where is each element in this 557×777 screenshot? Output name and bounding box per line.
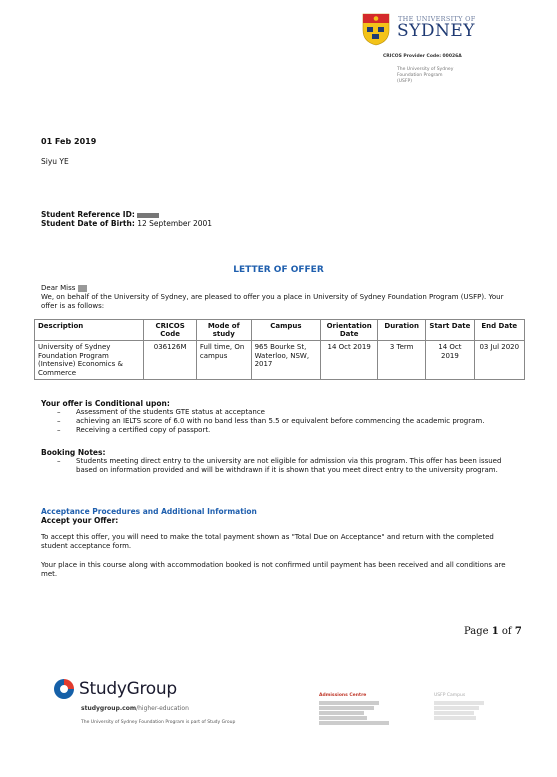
student-reference (41, 210, 159, 219)
booking-notes-list (57, 457, 522, 475)
header-address (397, 67, 477, 85)
acceptance-heading: Acceptance Procedures and Additional Information (41, 507, 257, 516)
column-header: Duration (378, 320, 426, 341)
list-item: – Receiving a certified copy of passport. (57, 426, 522, 435)
column-header: Description (35, 320, 144, 341)
university-name-small: THE UNIVERSITY OF (398, 15, 476, 23)
column-header: Start Date (426, 320, 474, 341)
conditions-list (57, 408, 522, 435)
student-dob (41, 219, 212, 228)
university-name: SYDNEY (397, 21, 476, 41)
url-path: /higher-education (136, 705, 189, 712)
address-line: Foundation Program (397, 73, 443, 78)
page-label: Page (464, 626, 492, 637)
table-row (35, 341, 525, 380)
column-header: Orientation Date (321, 320, 378, 341)
column-header: Mode of study (196, 320, 251, 341)
salutation-text: Dear Miss (41, 284, 76, 292)
confirmation-paragraph: Your place in this course along with accommodation booked is not confirmed until payment has been received and all conditions are met. (41, 561, 506, 578)
address-line: (USFP) (397, 79, 412, 84)
letter-title: LETTER OF OFFER (233, 265, 324, 275)
list-item: – Students meeting direct entry to the university are not eligible for admission via this program. This offer has been issued based on information provided and will be withdrawn if it is shown that you meet direct entry to the university program. (57, 457, 522, 475)
url-domain: studygroup.com (81, 705, 137, 712)
booking-notes-heading: Booking Notes: (41, 448, 106, 457)
table-cell: Full time, On campus (196, 341, 251, 380)
redacted-name (78, 285, 87, 292)
intro-paragraph: We, on behalf of the University of Sydney, are pleased to offer you a place in University of Sydney Foundation Program (USFP). Your offer is as follows: (41, 293, 504, 310)
table-cell: 03 Jul 2020 (474, 341, 524, 380)
table-cell: University of Sydney Foundation Program (Intensive) Economics & Commerce (35, 341, 144, 380)
footer-note: The University of Sydney Foundation Program is part of Study Group (81, 720, 236, 725)
acceptance-paragraph: To accept this offer, you will need to make the total payment shown as "Total Due on Acceptance" and return with the completed student acceptance form. (41, 533, 494, 550)
redacted-reference (137, 213, 159, 218)
page-of: of (498, 626, 515, 637)
university-crest-icon (361, 12, 391, 46)
table-cell: 036126M (144, 341, 197, 380)
address-line: The University of Sydney (397, 67, 454, 72)
letter-date: 01 Feb 2019 (41, 137, 97, 146)
studygroup-brand: StudyGroup (79, 679, 177, 699)
table-cell: 14 Oct 2019 (321, 341, 378, 380)
cricos-provider-code: CRICOS Provider Code: 00026A (383, 54, 462, 59)
studygroup-logo-icon (53, 678, 75, 700)
offer-table (34, 319, 525, 380)
student-name: Siyu YE (41, 157, 69, 166)
studygroup-url[interactable] (81, 705, 189, 712)
page-current: 1 (491, 626, 499, 637)
column-header: End Date (474, 320, 524, 341)
list-item: – achieving an IELTS score of 6.0 with no band less than 5.5 or equivalent before commencing the academic program. (57, 417, 522, 426)
admissions-centre-details (319, 701, 429, 725)
table-header-row (35, 320, 525, 341)
salutation (41, 284, 87, 292)
reference-label: Student Reference ID: (41, 210, 135, 219)
dob-value: 12 September 2001 (137, 219, 213, 228)
dob-label: Student Date of Birth: (41, 219, 135, 228)
page-number (464, 626, 522, 637)
column-header: CRICOS Code (144, 320, 197, 341)
conditions-heading: Your offer is Conditional upon: (41, 399, 170, 408)
column-header: Campus (251, 320, 321, 341)
accept-offer-subheading: Accept your Offer: (41, 516, 119, 525)
table-cell: 965 Bourke St, Waterloo, NSW, 2017 (251, 341, 321, 380)
table-cell: 14 Oct 2019 (426, 341, 474, 380)
page-total: 7 (514, 626, 522, 637)
table-cell: 3 Term (378, 341, 426, 380)
usfp-campus-title: USFP Campus (434, 693, 466, 698)
usfp-campus-details (434, 701, 514, 720)
admissions-centre-title: Admissions Centre (319, 693, 367, 698)
list-item: – Assessment of the students GTE status at acceptance (57, 408, 522, 417)
